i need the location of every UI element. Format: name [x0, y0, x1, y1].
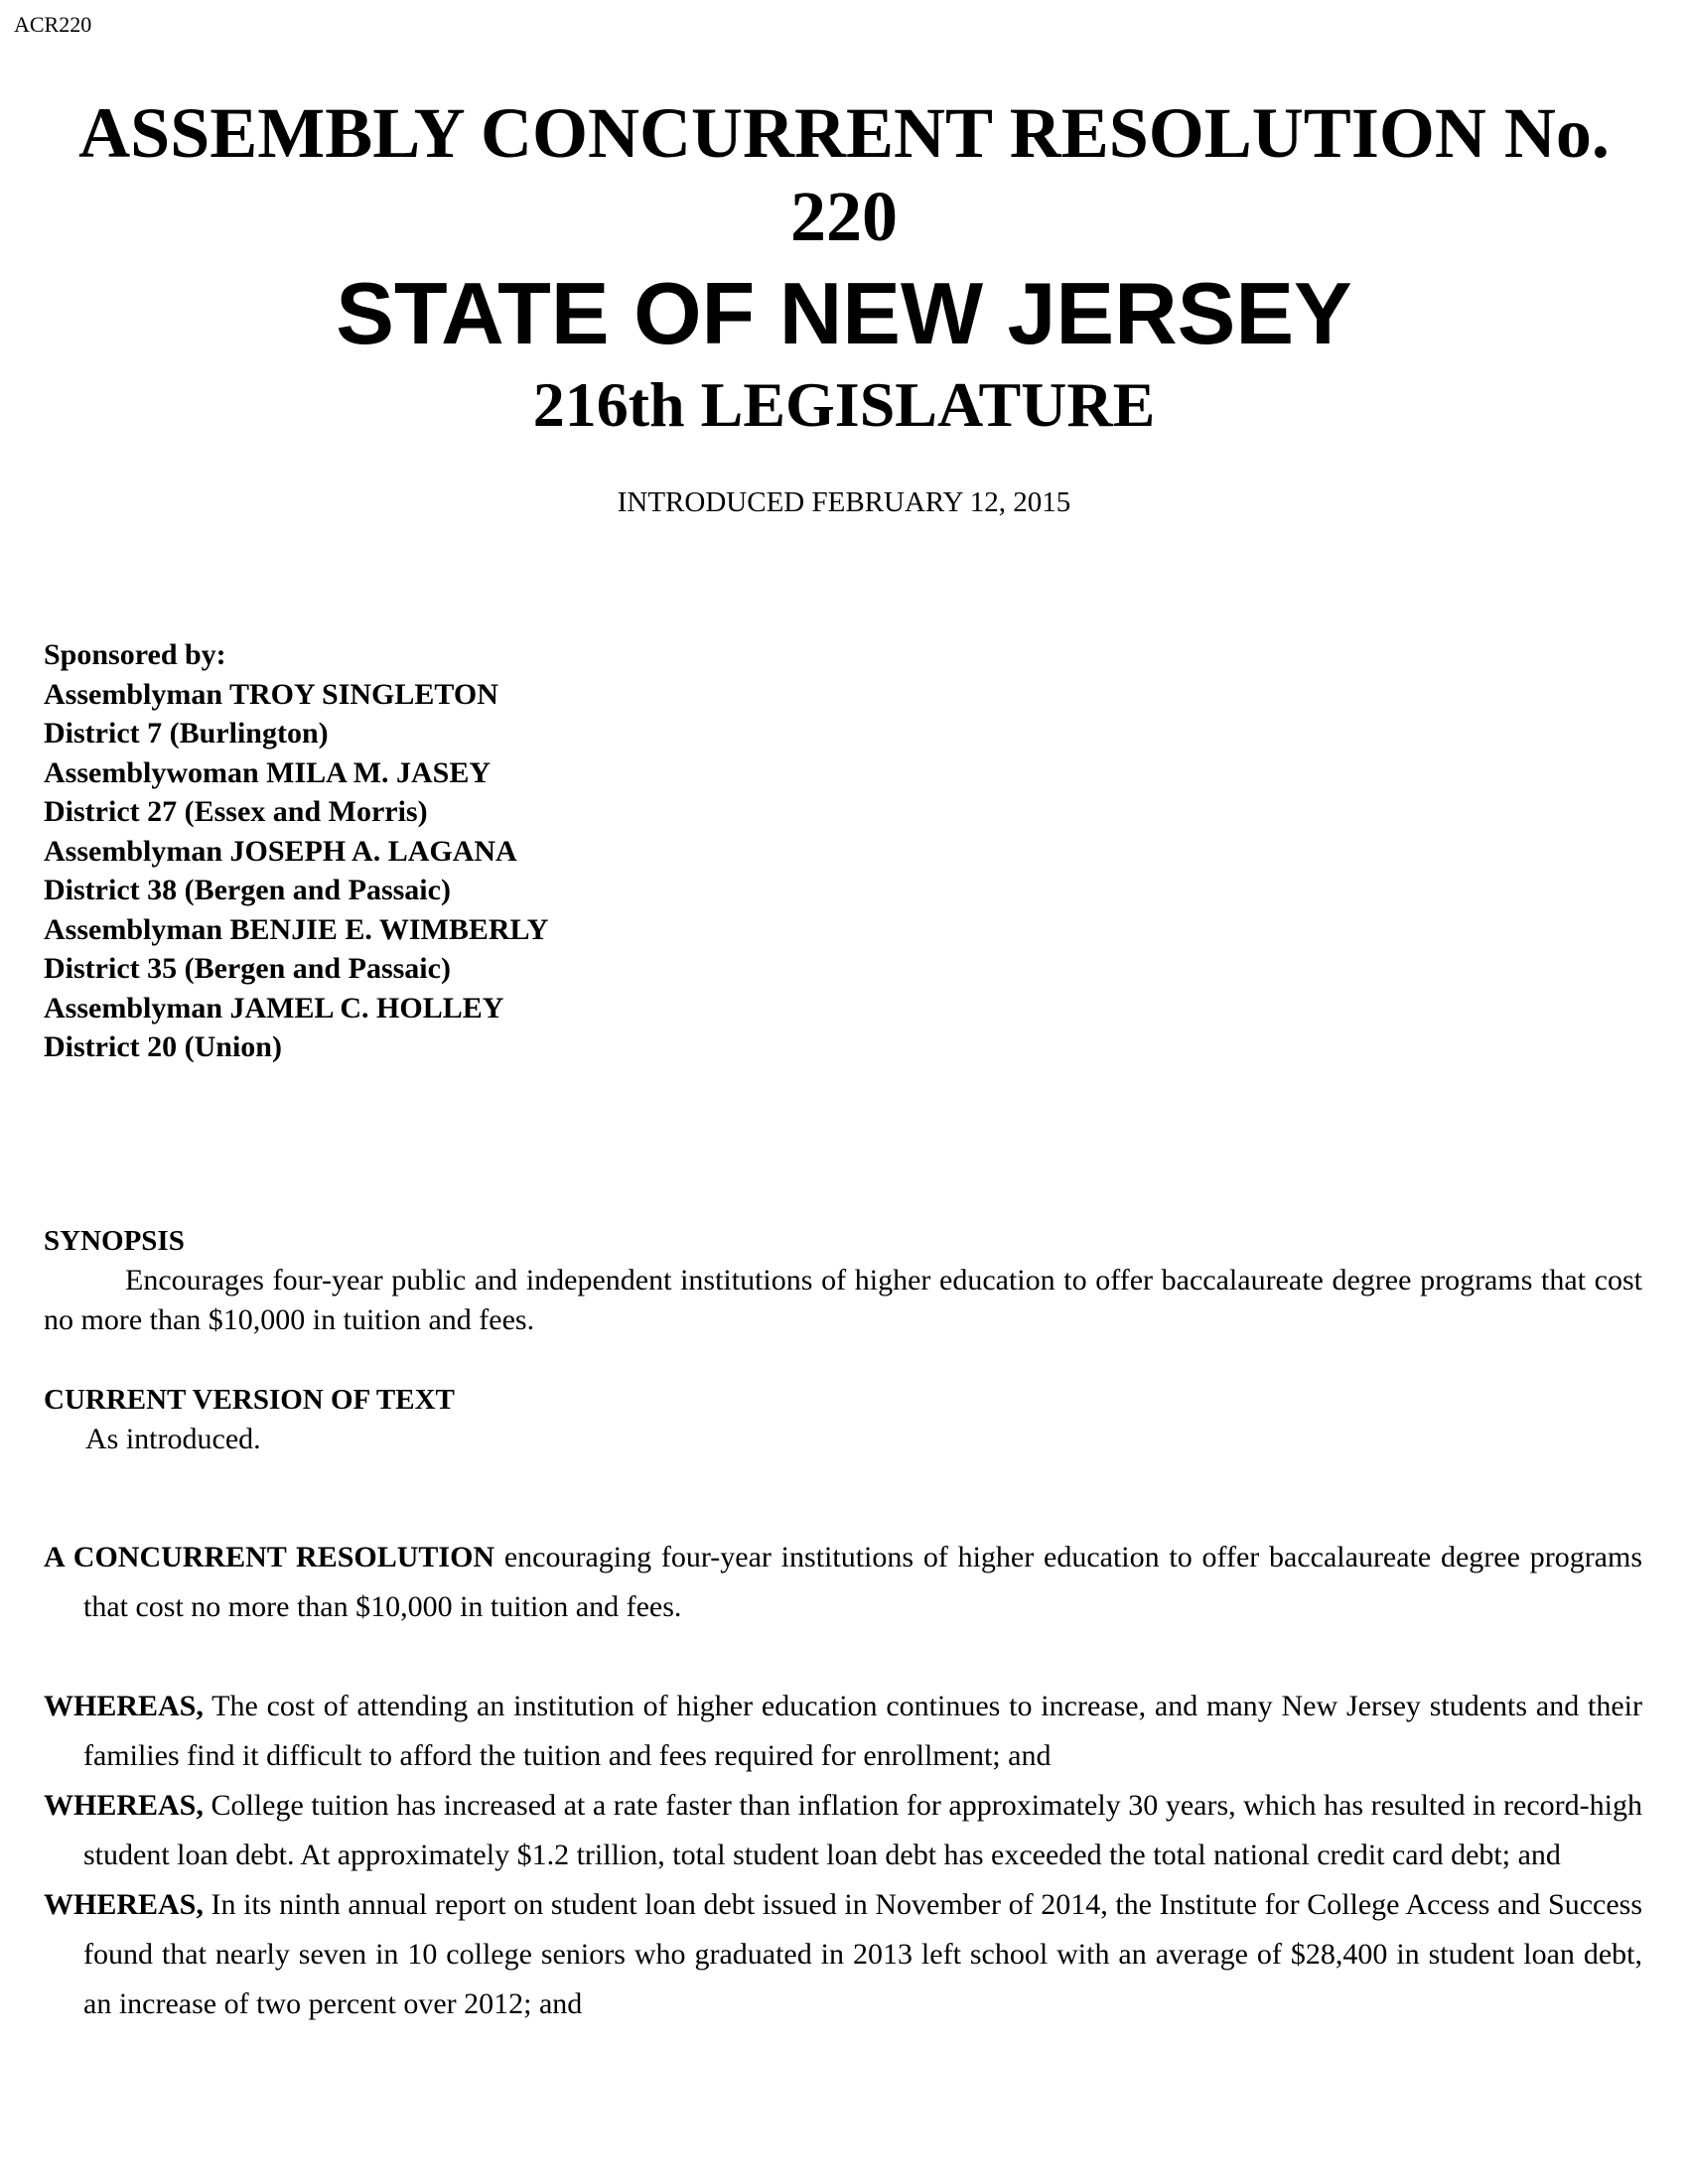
whereas-text: In its ninth annual report on student loan debt issued in November of 2014, the Institute for College Access and Success found that nearly seven in 10 college seniors who graduated in 2013 left school with an average of $28,400 in student loan debt, an increase of two percent over 2012; and — [83, 1888, 1642, 2020]
sponsor-district: District 20 (Union) — [44, 1030, 282, 1063]
sponsor-line: Assemblyman BENJIE E. WIMBERLY — [44, 912, 549, 946]
whereas-lead: WHEREAS, — [44, 1789, 204, 1822]
whereas-text: The cost of attending an institution of higher education continues to increase, and many New Jersey students and their families find it difficult to afford the tuition and fees required for enrollment; and — [83, 1690, 1642, 1772]
sponsor-line: Assemblyman JAMEL C. HOLLEY — [44, 991, 504, 1024]
sponsor-district: District 38 (Bergen and Passaic) — [44, 874, 451, 906]
sponsor-district: District 27 (Essex and Morris) — [44, 795, 428, 828]
whereas-clause — [44, 1880, 1642, 2029]
resolution-paragraph — [44, 1533, 1642, 1632]
whereas-text: College tuition has increased at a rate faster than inflation for approximately 30 years, which has resulted in record-high student loan debt. At approximately $1.2 trillion, total student loan debt has exceeded the total national credit card debt; and — [83, 1789, 1642, 1871]
legislature-session: 216th LEGISLATURE — [532, 369, 1156, 440]
introduced-date: INTRODUCED FEBRUARY 12, 2015 — [617, 486, 1071, 518]
sponsor-line: Assemblyman JOSEPH A. LAGANA — [44, 834, 517, 868]
whereas-clause — [44, 1781, 1642, 1880]
whereas-clauses — [44, 1682, 1642, 2029]
state-name: STATE OF NEW JERSEY — [336, 264, 1352, 362]
sponsor-district: District 35 (Bergen and Passaic) — [44, 952, 451, 985]
sponsor-line: Assemblywoman MILA M. JASEY — [44, 755, 492, 789]
resolution-clause — [44, 1533, 1642, 1632]
whereas-lead: WHEREAS, — [44, 1888, 204, 1921]
sponsor-line: Assemblyman TROY SINGLETON — [44, 677, 498, 711]
version-heading: CURRENT VERSION OF TEXT — [44, 1384, 455, 1416]
version-section — [44, 1380, 1642, 1459]
sponsor-district: District 7 (Burlington) — [44, 717, 329, 750]
whereas-clause — [44, 1682, 1642, 1781]
sponsors-heading: Sponsored by: — [44, 638, 226, 671]
sponsor-list — [44, 635, 548, 1067]
resolution-number: 220 — [790, 177, 898, 256]
resolution-title: ASSEMBLY CONCURRENT RESOLUTION No. — [78, 93, 1610, 173]
synopsis-section — [44, 1221, 1642, 1340]
resolution-lead: A CONCURRENT RESOLUTION — [44, 1541, 495, 1573]
page-identifier: ACR220 — [14, 12, 92, 37]
resolution-text: encouraging four-year institutions of higher education to offer baccalaureate degree programs that cost no more than $10,000 in tuition and fees. — [83, 1541, 1643, 1623]
version-text: As introduced. — [85, 1423, 261, 1455]
synopsis-text: Encourages four-year public and independent institutions of higher education to offer baccalaureate degree programs that cost no more than $10,000 in tuition and fees. — [44, 1264, 1642, 1336]
synopsis-heading: SYNOPSIS — [44, 1225, 185, 1257]
whereas-lead: WHEREAS, — [44, 1690, 204, 1722]
